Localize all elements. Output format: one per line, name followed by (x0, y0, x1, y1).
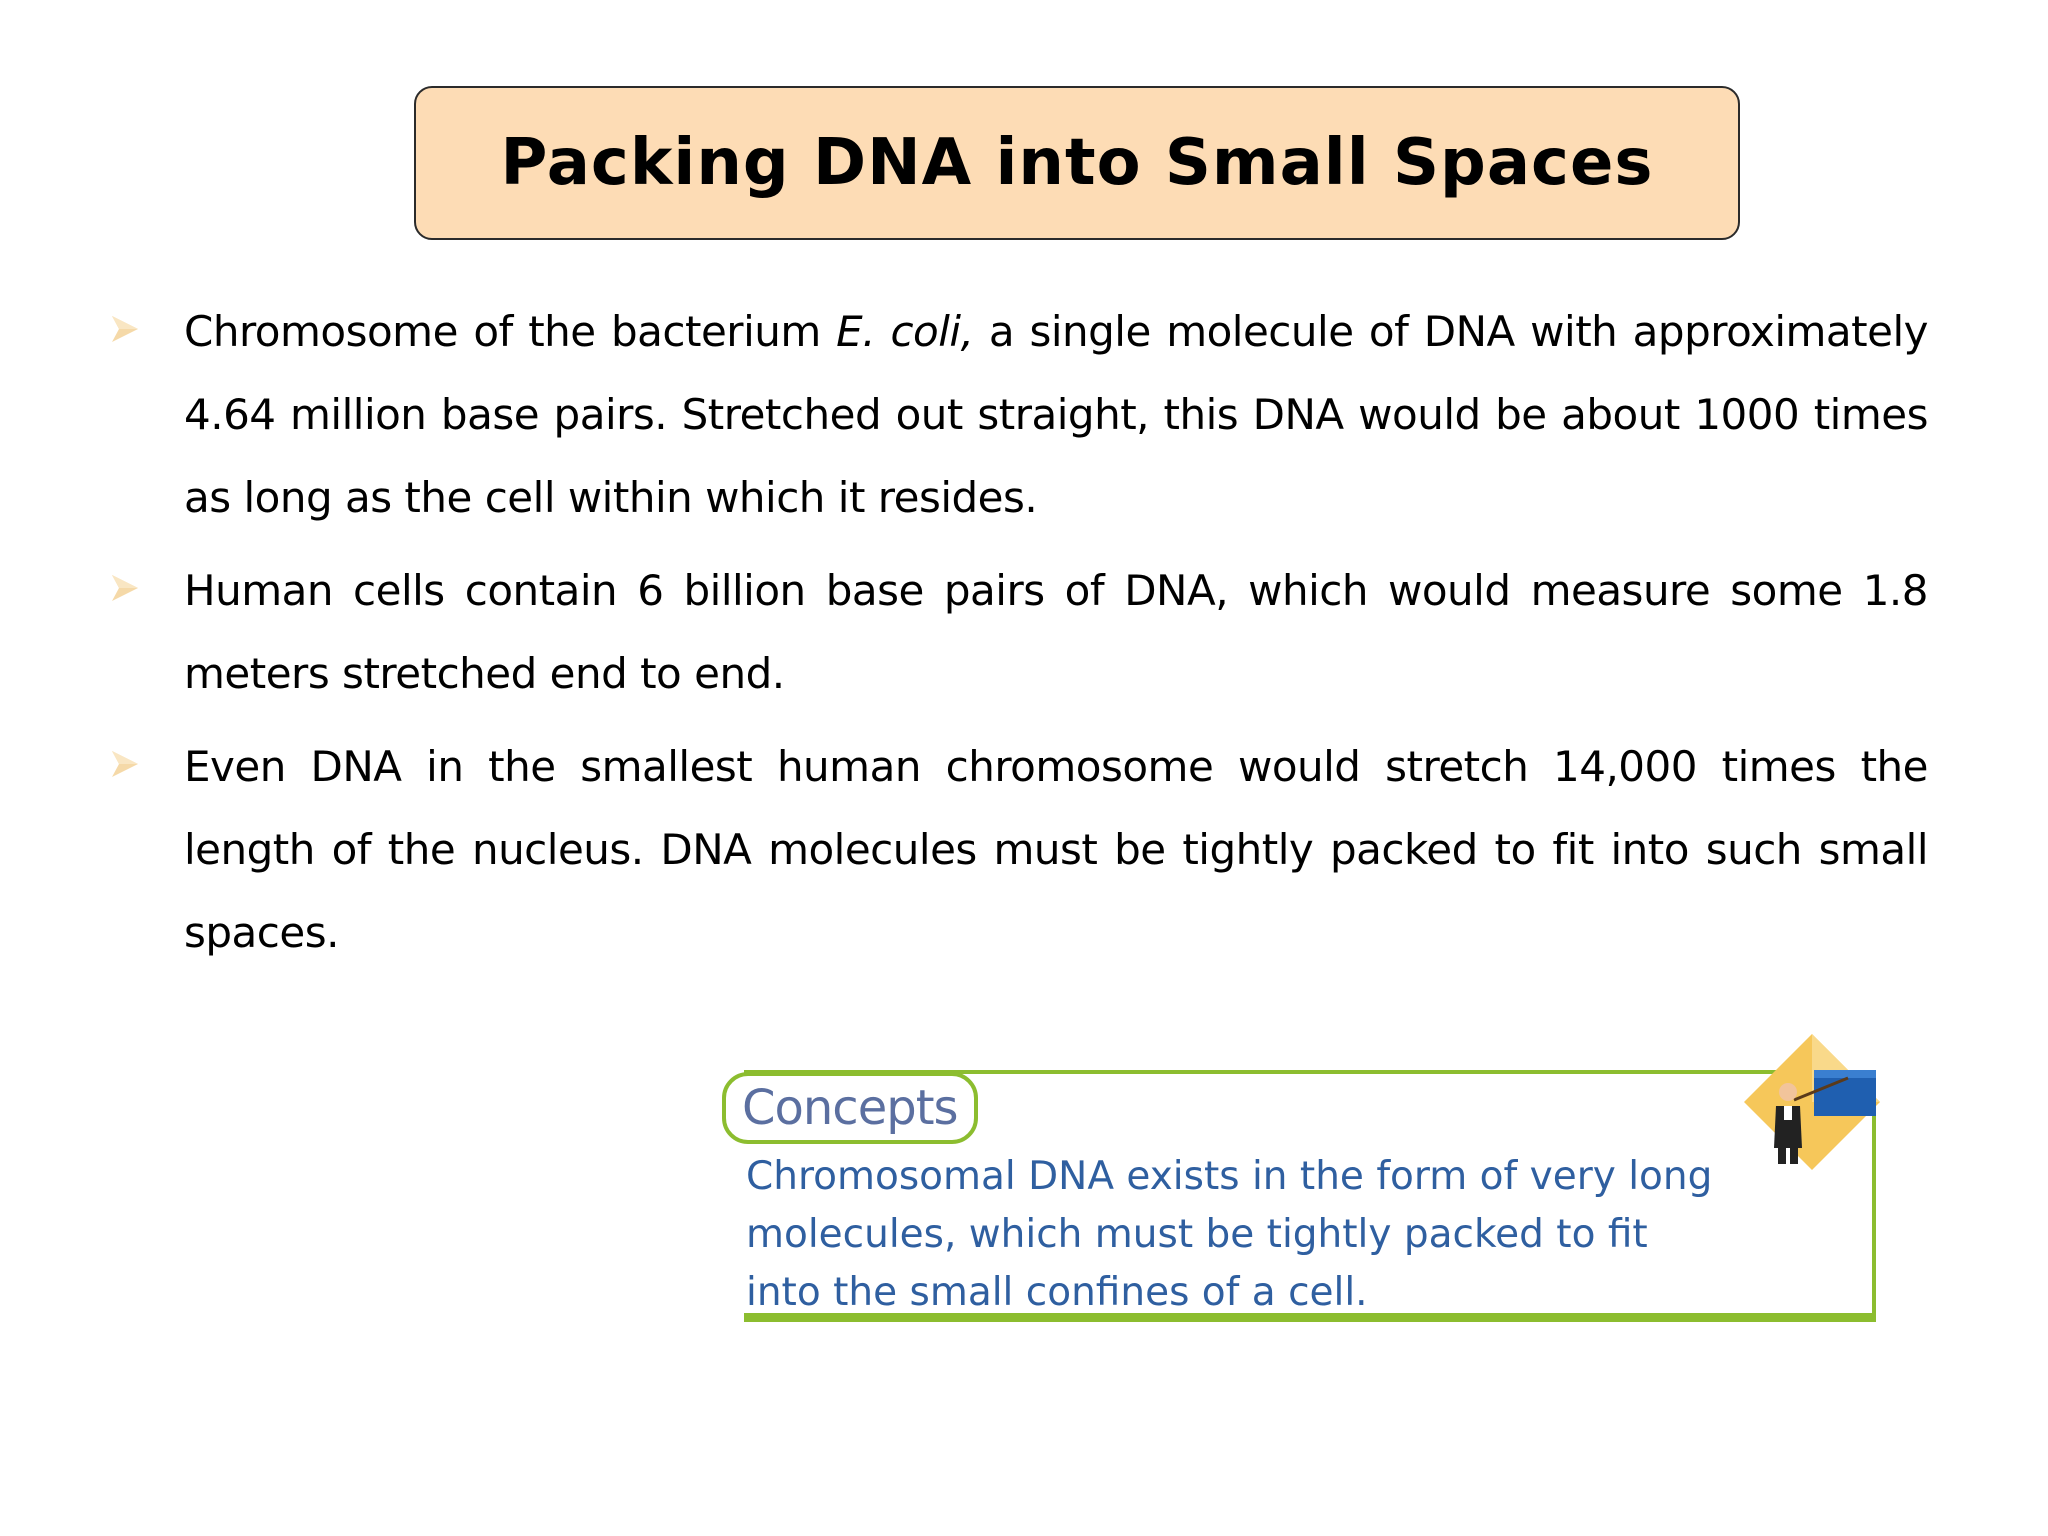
bullet-text (184, 290, 1928, 539)
bullet-item (108, 725, 1928, 974)
concepts-tab (722, 1072, 978, 1144)
bullet-text-segment: Human cells contain 6 billion base pairs of DNA, which would measure some 1.8 meters stretched end to end. (184, 566, 1928, 698)
slide-title: Packing DNA into Small Spaces (500, 126, 1654, 200)
bullet-item (108, 290, 1928, 539)
concepts-line: Chromosomal DNA exists in the form of very long (746, 1154, 1713, 1199)
arrow-bullet-icon (110, 314, 140, 344)
arrow-bullet-icon (110, 749, 140, 779)
concepts-label: Concepts (742, 1080, 958, 1136)
bullet-text-segment: Chromosome of the bacterium (184, 307, 837, 356)
bullet-list (108, 290, 1928, 984)
concepts-text (746, 1148, 1786, 1322)
bullet-text (184, 725, 1928, 974)
arrow-bullet-icon (110, 573, 140, 603)
bullet-text-italic: E. coli, (836, 307, 974, 356)
title-box (414, 86, 1740, 240)
concepts-line: into the small confines of a cell. (746, 1270, 1368, 1315)
bullet-text-segment: a single molecule of DNA with approximately 4.64 million base pairs. Stretched out straight, this DNA would be about 1000 times as long as the cell within which it resides. (184, 307, 1928, 522)
teacher-pointing-icon (1740, 1030, 1890, 1180)
bullet-text (184, 549, 1928, 715)
concepts-line: molecules, which must be tightly packed to fit (746, 1212, 1648, 1257)
bullet-item (108, 549, 1928, 715)
concepts-box (722, 1030, 1884, 1354)
bullet-text-segment: Even DNA in the smallest human chromosome would stretch 14,000 times the length of the nucleus. DNA molecules must be tightly packed to fit into such small spaces. (184, 742, 1928, 957)
